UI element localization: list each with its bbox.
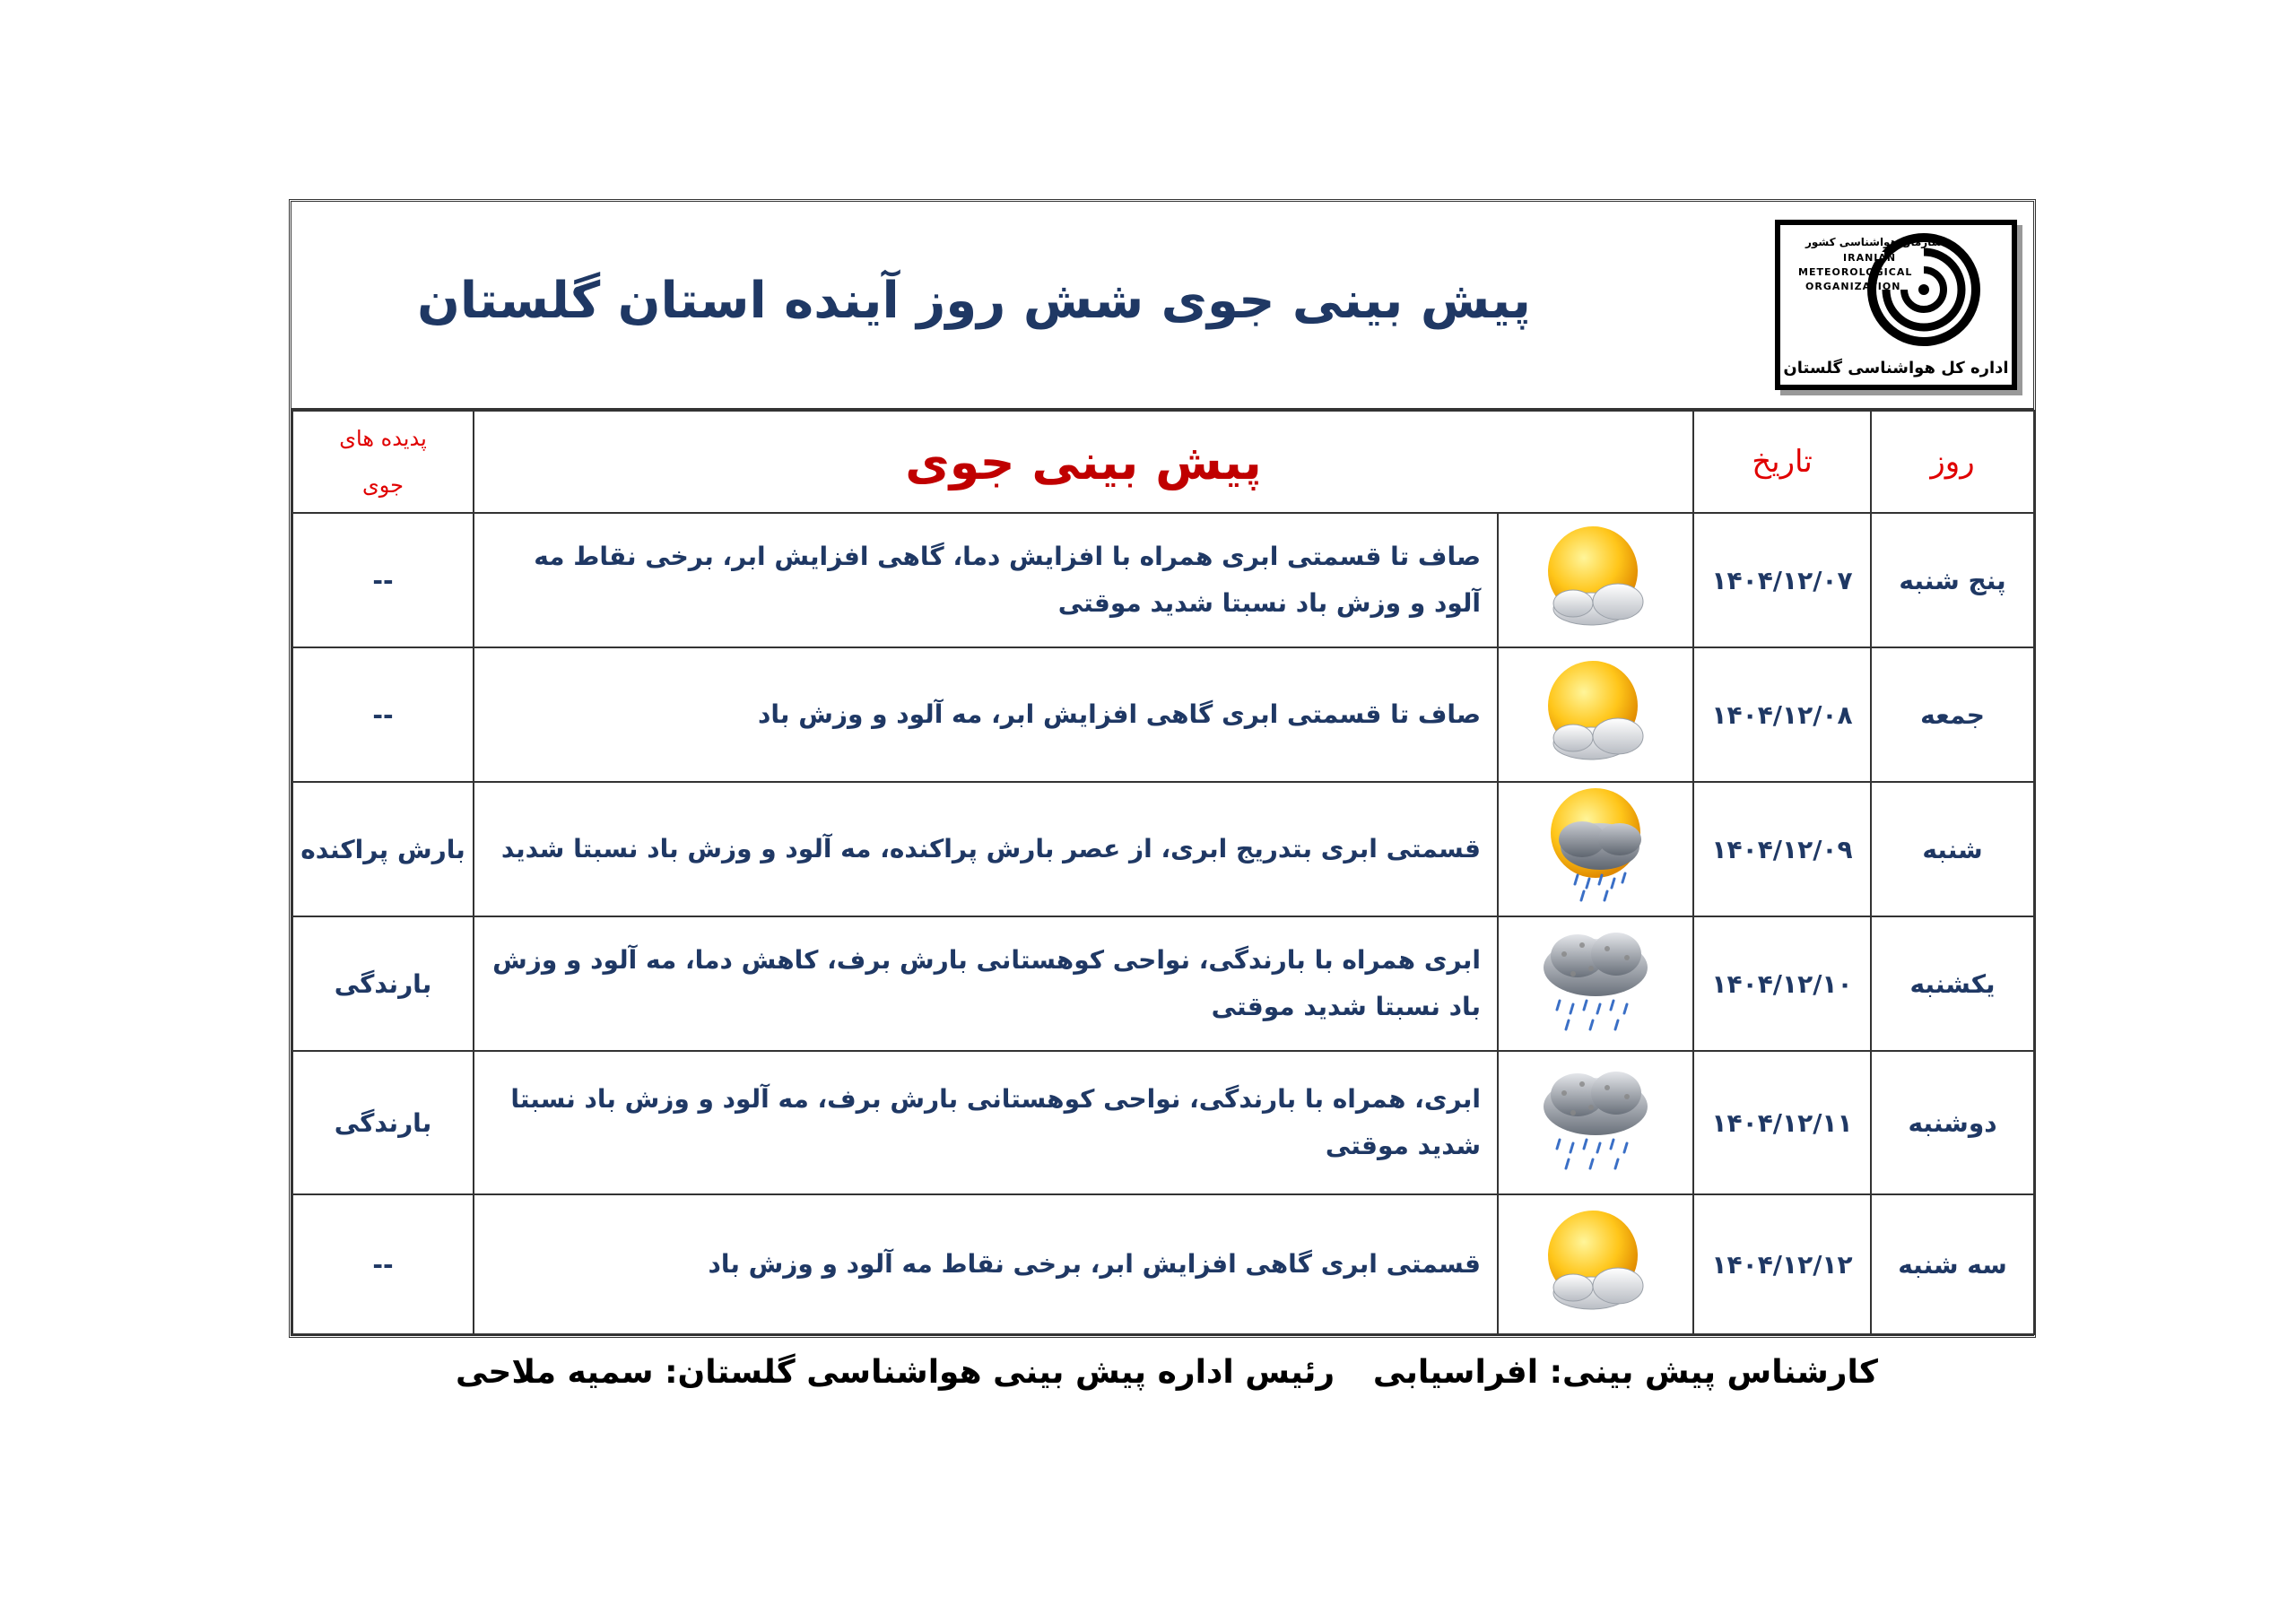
footer-head: رئیس اداره پیش بینی هواشناسی گلستان: سمیه ملاحی: [456, 1354, 1335, 1391]
row-date: ۱۴۰۴/۱۲/۰۹: [1693, 782, 1871, 916]
page-title: پیش بینی جوی شش روز آینده استان گلستان: [417, 272, 1531, 330]
row-phenomena: بارش پراکنده: [292, 782, 474, 916]
organization-logo: [1775, 220, 2017, 390]
table-row: [292, 916, 2034, 1051]
header-date: تاریخ: [1693, 411, 1871, 513]
row-day: سه شنبه: [1871, 1194, 2034, 1334]
row-phenomena: --: [292, 1194, 474, 1334]
row-day: پنج شنبه: [1871, 513, 2034, 647]
logo-caption: اداره کل هواشناسی گلستان: [1783, 359, 2009, 378]
logo-name-line2: METEOROLOGICAL: [1798, 266, 1913, 278]
sun-cloud-icon: [1528, 747, 1663, 777]
header-forecast: پیش بینی جوی: [474, 411, 1693, 513]
row-forecast: ابری، همراه با بارندگی، نواحی کوهستانی بارش برف، مه آلود و وزش باد نسبتا شدید موقتی: [474, 1051, 1498, 1194]
row-weather-icon: [1498, 1194, 1693, 1334]
sun-rain-icon: [1528, 886, 1663, 916]
table-header-row: [292, 411, 2034, 513]
row-forecast: صاف تا قسمتی ابری همراه با افزایش دما، گاهی افزایش ابر، برخی نقاط مه آلود و وزش باد نسبتا شدید موقتی: [474, 513, 1498, 647]
header-phenomena-line2: جوی: [361, 473, 404, 498]
row-day: دوشنبه: [1871, 1051, 2034, 1194]
row-forecast: قسمتی ابری گاهی افزایش ابر، برخی نقاط مه آلود و وزش باد: [474, 1194, 1498, 1334]
title-row: [291, 202, 2033, 410]
row-forecast: ابری همراه با بارندگی، نواحی کوهستانی بارش برف، کاهش دما، مه آلود و وزش باد نسبتا شدید موقتی: [474, 916, 1498, 1051]
footer-forecaster: کارشناس پیش بینی: افراسیابی: [1372, 1354, 1878, 1391]
row-date: ۱۴۰۴/۱۲/۰۸: [1693, 647, 1871, 782]
sun-cloud-icon: [1528, 1297, 1663, 1326]
row-phenomena: --: [292, 647, 474, 782]
row-day: شنبه: [1871, 782, 2034, 916]
row-date: ۱۴۰۴/۱۲/۱۱: [1693, 1051, 1871, 1194]
table-row: [292, 782, 2034, 916]
row-day: یکشنبه: [1871, 916, 2034, 1051]
row-weather-icon: [1498, 647, 1693, 782]
logo-name-line3: ORGANIZATION: [1805, 281, 1901, 292]
rain-cloud-icon: [1528, 1159, 1663, 1189]
header-day: روز: [1871, 411, 2034, 513]
table-row: [292, 1051, 2034, 1194]
forecast-table: [291, 410, 2035, 1335]
row-phenomena: بارندگی: [292, 1051, 474, 1194]
table-row: [292, 647, 2034, 782]
row-date: ۱۴۰۴/۱۲/۰۷: [1693, 513, 1871, 647]
row-phenomena: --: [292, 513, 474, 647]
row-phenomena: بارندگی: [292, 916, 474, 1051]
table-row: [292, 1194, 2034, 1334]
sun-cloud-icon: [1528, 612, 1663, 642]
rain-cloud-icon: [1528, 1020, 1663, 1050]
row-forecast: قسمتی ابری بتدریج ابری، از عصر بارش پراکنده، مه آلود و وزش باد نسبتا شدید: [474, 782, 1498, 916]
row-date: ۱۴۰۴/۱۲/۱۰: [1693, 916, 1871, 1051]
row-day: جمعه: [1871, 647, 2034, 782]
logo-top-text: سازمان هواشناسی کشور: [1805, 236, 1943, 248]
header-phenomena: [292, 411, 474, 513]
row-weather-icon: [1498, 782, 1693, 916]
forecast-sheet: [289, 199, 2036, 1338]
row-weather-icon: [1498, 1051, 1693, 1194]
row-date: ۱۴۰۴/۱۲/۱۲: [1693, 1194, 1871, 1334]
table-row: [292, 513, 2034, 647]
logo-name-line1: IRANIAN: [1843, 252, 1897, 264]
row-weather-icon: [1498, 916, 1693, 1051]
header-phenomena-line1: پدیده های: [339, 426, 427, 451]
row-weather-icon: [1498, 513, 1693, 647]
row-forecast: صاف تا قسمتی ابری گاهی افزایش ابر، مه آلود و وزش باد: [474, 647, 1498, 782]
